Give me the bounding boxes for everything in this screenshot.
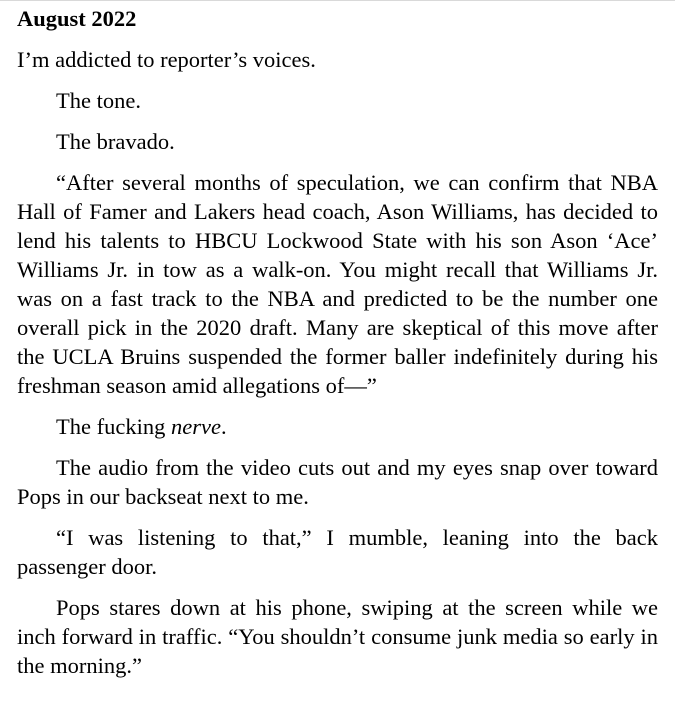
paragraph: “After several months of speculation, we can confirm that NBA Hall of Famer and Lakers head coach, Ason Williams, has decided to lend his talents to HBCU Lockwood State with his son Ason ‘Ace’ Williams Jr. in tow as a walk-on. You might recall that Williams Jr. was on a fast track to the NBA and predicted to be the number one overall pick in the 2020 draft. Many are skeptical of this move after the UCLA Bruins suspended the former baller indefinitely during his freshman season amid allegations of—” [17,170,658,398]
paragraph: The tone. [56,88,141,113]
paragraph: The bravado. [56,129,175,154]
top-divider [0,0,675,1]
paragraph-text: . [220,414,227,439]
paragraph: “I was listening to that,” I mumble, leaning into the back passenger door. [17,525,658,579]
emphasized-word: nerve [170,414,221,439]
paragraph: The audio from the video cuts out and my eyes snap over toward Pops in our backseat next to me. [17,455,658,509]
paragraph: Pops stares down at his phone, swiping at the screen while we inch forward in traffic. “You shouldn’t consume junk media so early in the morning.” [17,595,658,678]
paragraph: I’m addicted to reporter’s voices. [17,47,316,72]
paragraph-with-emphasis [17,412,658,441]
chapter-heading: August 2022 [17,6,137,31]
document-page [17,4,658,692]
paragraph-text: The fucking [56,414,171,439]
